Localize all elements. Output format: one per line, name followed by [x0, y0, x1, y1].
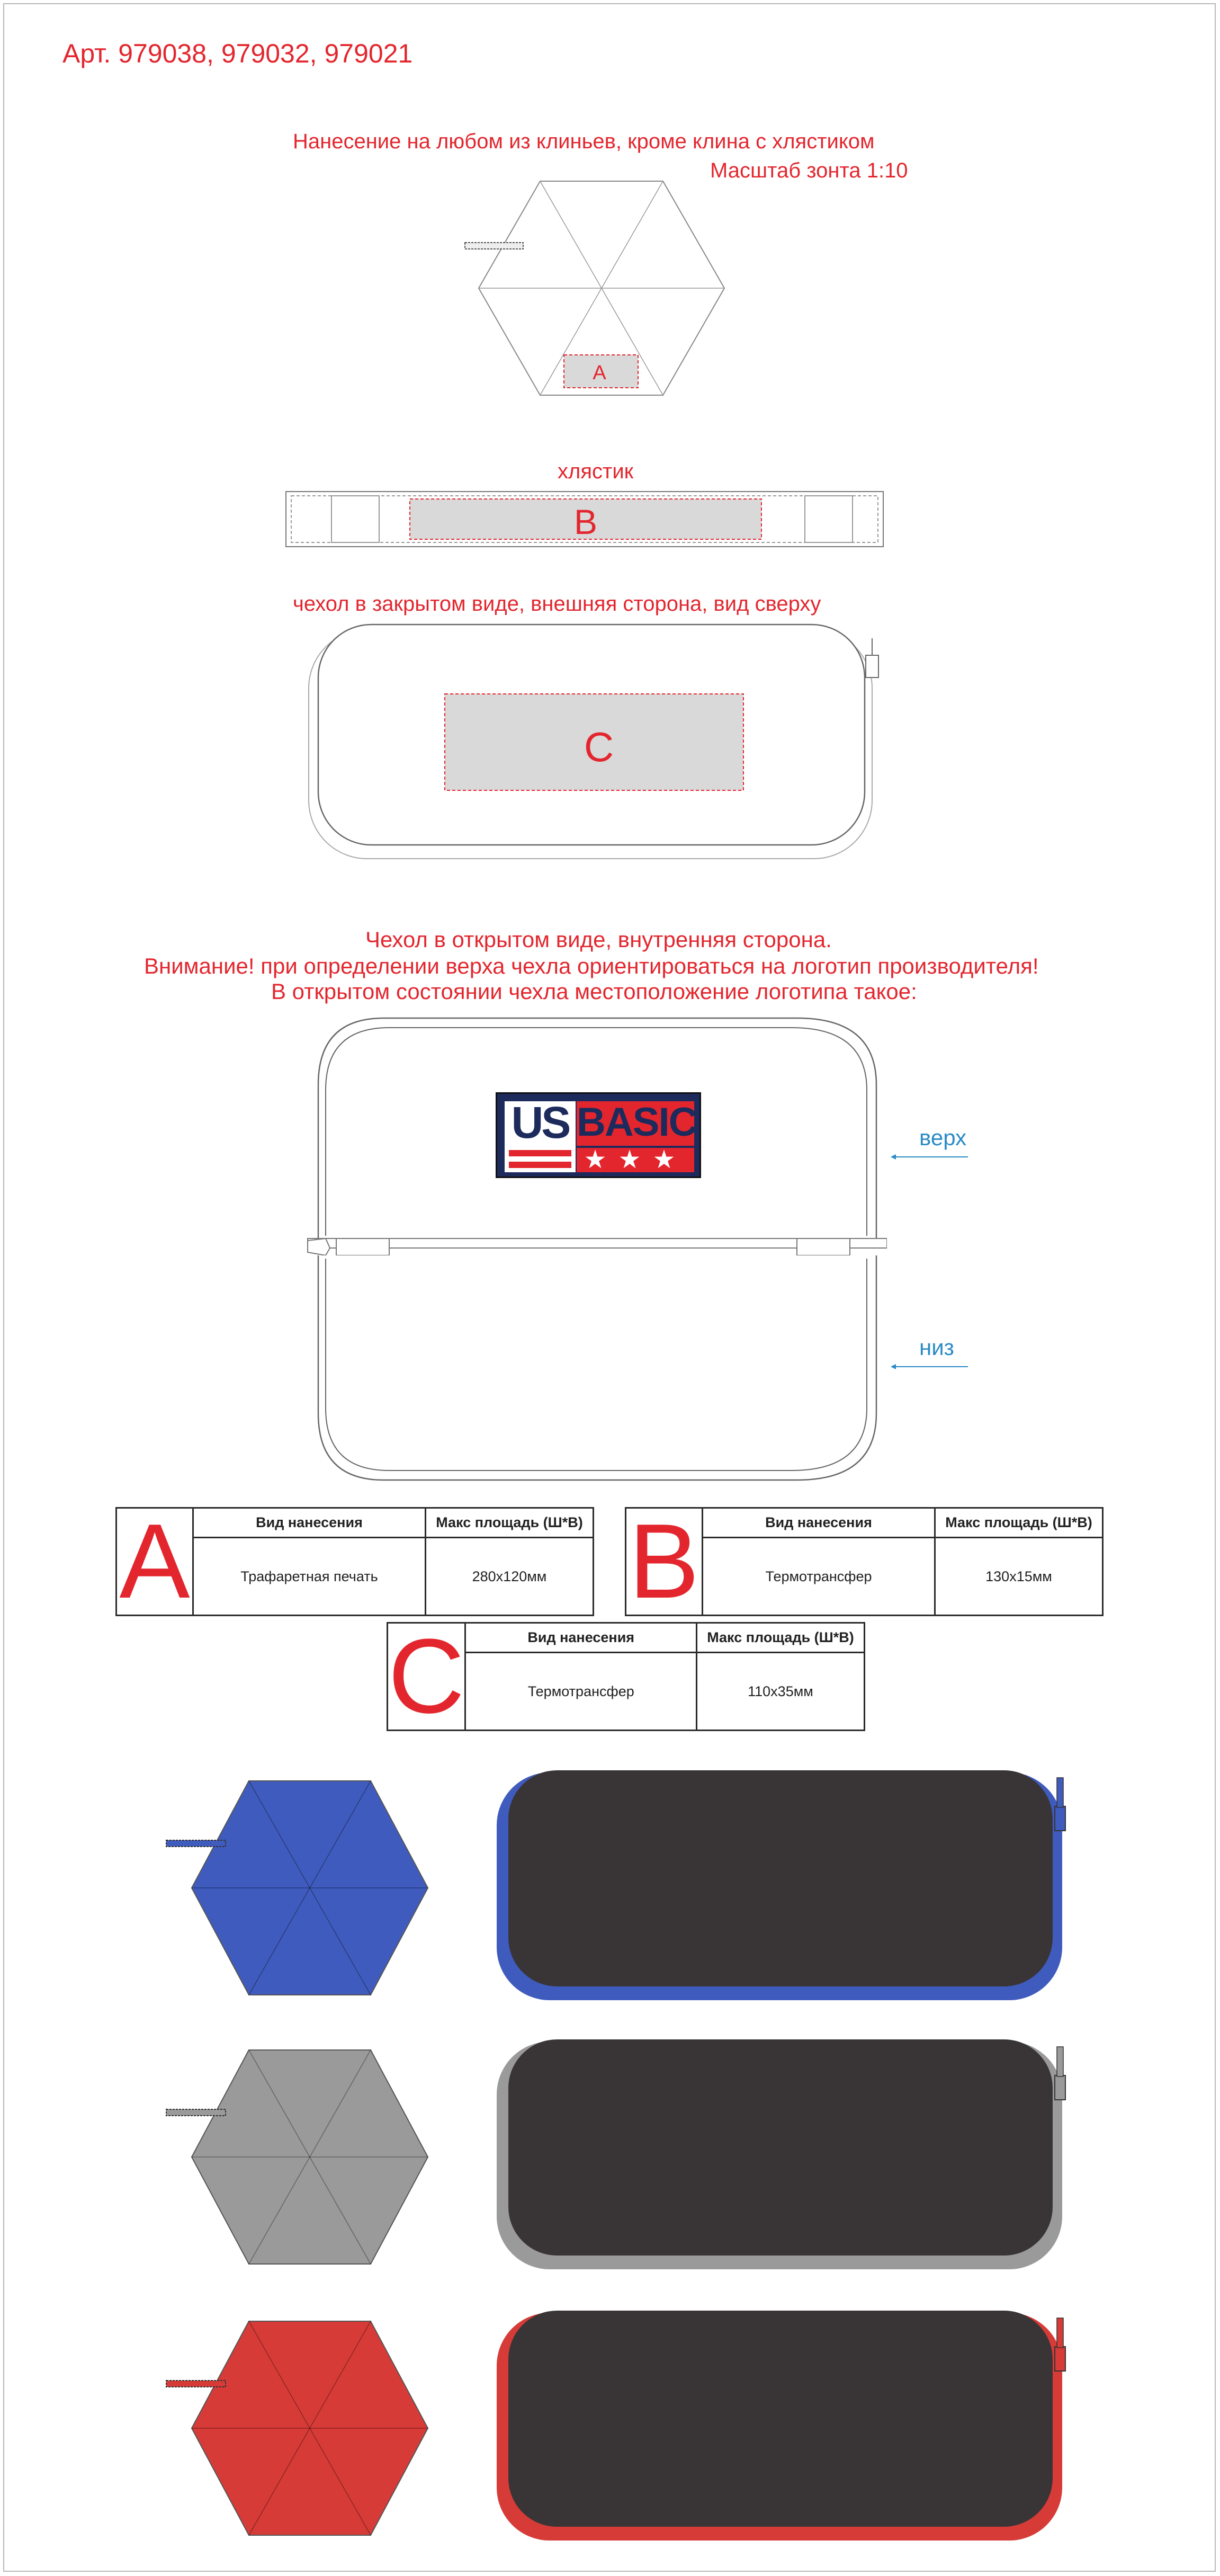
case-red	[492, 2310, 1075, 2543]
logo-stars: ★★★	[584, 1146, 687, 1174]
spec-letter: A	[116, 1508, 193, 1616]
arrow-bottom-icon	[890, 1362, 969, 1371]
umbrella-zone-label: A	[593, 362, 606, 384]
strap-zone-label: B	[573, 502, 598, 541]
spec-col1-header: Вид нанесения	[193, 1508, 426, 1538]
spec-method: Термотрансфер	[703, 1538, 935, 1616]
spec-letter: B	[626, 1508, 703, 1616]
spec-size: 280x120мм	[426, 1538, 594, 1616]
case-open-note-3: В открытом состоянии чехла местоположение логотипа такое:	[271, 979, 917, 1004]
case-grey	[492, 2038, 1075, 2271]
spec-table-b	[625, 1502, 1104, 1620]
case-closed-title: чехол в закрытом виде, внешняя сторона, вид сверху	[293, 592, 821, 616]
spec-size: 130x15мм	[935, 1538, 1103, 1616]
case-open-note-2: Внимание! при определении верха чехла ориентироваться на логотип производителя!	[144, 953, 1039, 978]
logo-text-basic: BASIC	[577, 1100, 697, 1145]
spec-table-a	[115, 1502, 594, 1620]
arrow-top-icon	[890, 1153, 969, 1161]
spec-method: Трафаретная печать	[193, 1538, 426, 1616]
umbrella-scale: Масштаб зонта 1:10	[710, 159, 908, 182]
case-blue	[492, 1769, 1075, 2002]
spec-letter: C	[388, 1617, 465, 1735]
umbrella-strap-icon	[465, 243, 523, 249]
case-open-scheme	[304, 1016, 887, 1482]
label-bottom: низ	[919, 1335, 954, 1360]
logo-text-us: US	[511, 1098, 569, 1147]
spec-col2-header: Макс площадь (Ш*В)	[935, 1508, 1103, 1538]
umbrella-scheme	[461, 175, 736, 403]
spec-col2-header: Макс площадь (Ш*В)	[697, 1623, 865, 1653]
brand-logo	[496, 1092, 701, 1178]
umbrella-red	[159, 2315, 434, 2543]
case-open-note-1: Чехол в открытом виде, внутренняя сторона.	[365, 927, 832, 952]
spec-size: 110x35мм	[697, 1653, 865, 1731]
case-closed-scheme	[304, 622, 887, 861]
umbrella-note: Нанесение на любом из клиньев, кроме клина с хлястиком	[293, 130, 875, 153]
umbrella-grey	[159, 2044, 434, 2271]
spec-table-c	[387, 1617, 865, 1735]
spec-method: Термотрансфер	[465, 1653, 697, 1731]
label-top: верх	[919, 1125, 967, 1150]
umbrella-blue	[159, 1775, 434, 2002]
spec-col1-header: Вид нанесения	[465, 1623, 697, 1653]
strap-title: хлястик	[558, 460, 634, 483]
strap-scheme	[285, 491, 884, 548]
spec-col1-header: Вид нанесения	[703, 1508, 935, 1538]
article-number: Арт. 979038, 979032, 979021	[62, 39, 413, 68]
spec-col2-header: Макс площадь (Ш*В)	[426, 1508, 594, 1538]
case-closed-zone-label: C	[584, 724, 614, 770]
